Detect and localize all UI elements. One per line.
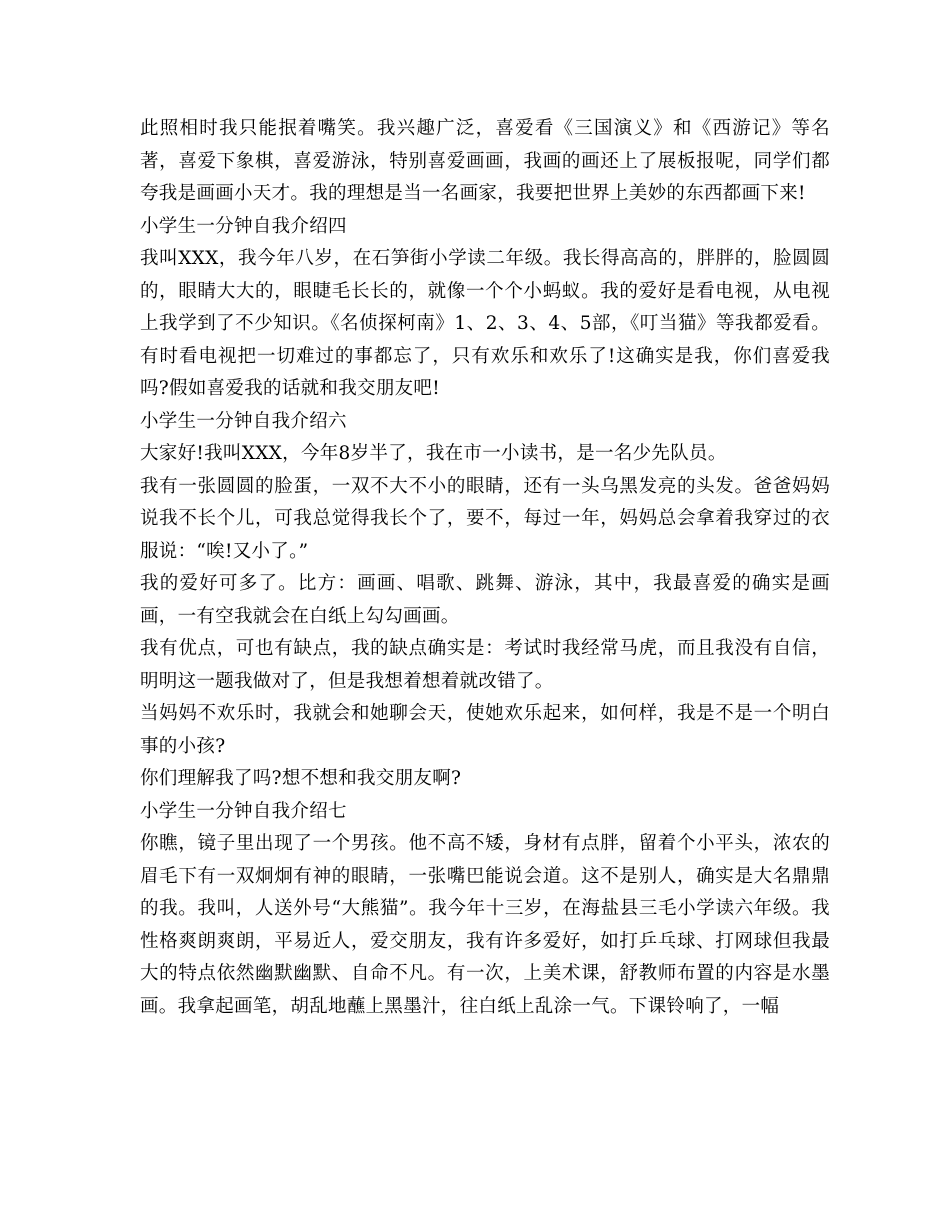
paragraph-six-hobbies: 我的爱好可多了。比方：画画、唱歌、跳舞、游泳，其中，我最喜爱的确实是画画，一有空我就会在白纸上勾勾画画。 — [140, 573, 830, 627]
section-heading-four: 小学生一分钟自我介绍四 — [140, 215, 347, 237]
paragraph-intro-continuation: 此照相时我只能抿着嘴笑。我兴趣广泛，喜爱看《三国演义》和《西游记》等名著，喜爱下象棋，喜爱游泳，特别喜爱画画，我画的画还上了展板报呢，同学们都夸我是画画小天才。我的理想是当一名画家，我要把世界上美妙的东西都画下来! — [140, 118, 830, 204]
document-body — [140, 113, 830, 1023]
section-heading-six: 小学生一分钟自我介绍六 — [140, 410, 347, 432]
paragraph-six-mother: 当妈妈不欢乐时，我就会和她聊会天，使她欢乐起来，如何样，我是不是一个明白事的小孩? — [140, 703, 830, 757]
paragraph-six-shortcomings: 我有优点，可也有缺点，我的缺点确实是：考试时我经常马虎，而且我没有自信，明明这一题我做对了，但是我想着想着就改错了。 — [140, 638, 830, 692]
paragraph-six-appearance: 我有一张圆圆的脸蛋，一双不大不小的眼睛，还有一头乌黑发亮的头发。爸爸妈妈说我不长个儿，可我总觉得我长个了，要不，每过一年，妈妈总会拿着我穿过的衣服说：“唉!又小了。” — [140, 475, 830, 562]
paragraph-six-greeting: 大家好!我叫XXX，今年8岁半了，我在市一小读书，是一名少先队员。 — [140, 443, 727, 464]
paragraph-six-closing: 你们理解我了吗?想不想和我交朋友啊? — [140, 768, 462, 789]
paragraph-seven: 你瞧，镜子里出现了一个男孩。他不高不矮，身材有点胖，留着个小平头，浓农的眉毛下有一双炯炯有神的眼睛，一张嘴巴能说会道。这不是别人，确实是大名鼎鼎的我。我叫，人送外号“大熊猫”。我今年十三岁，在海盐县三毛小学读六年级。我性格爽朗爽朗，平易近人，爱交朋友，我有许多爱好，如打乒乓球、打网球但我最大的特点依然幽默幽默、自命不凡。有一次，上美术课，舒教师布置的内容是水墨画。我拿起画笔，胡乱地蘸上黑墨汁，往白纸上乱涂一气。下课铃响了，一幅 — [140, 833, 830, 1017]
paragraph-four: 我叫XXX，我今年八岁，在石笋街小学读二年级。我长得高高的，胖胖的，脸圆圆的，眼睛大大的，眼睫毛长长的，就像一个个小蚂蚁。我的爱好是看电视，从电视上我学到了不少知识。《名侦探柯南》1、2、3、4、5部，《叮当猫》等我都爱看。有时看电视把一切难过的事都忘了，只有欢乐和欢乐了!这确实是我，你们喜爱我吗?假如喜爱我的话就和我交朋友吧! — [140, 248, 830, 399]
section-heading-seven: 小学生一分钟自我介绍七 — [140, 800, 347, 822]
